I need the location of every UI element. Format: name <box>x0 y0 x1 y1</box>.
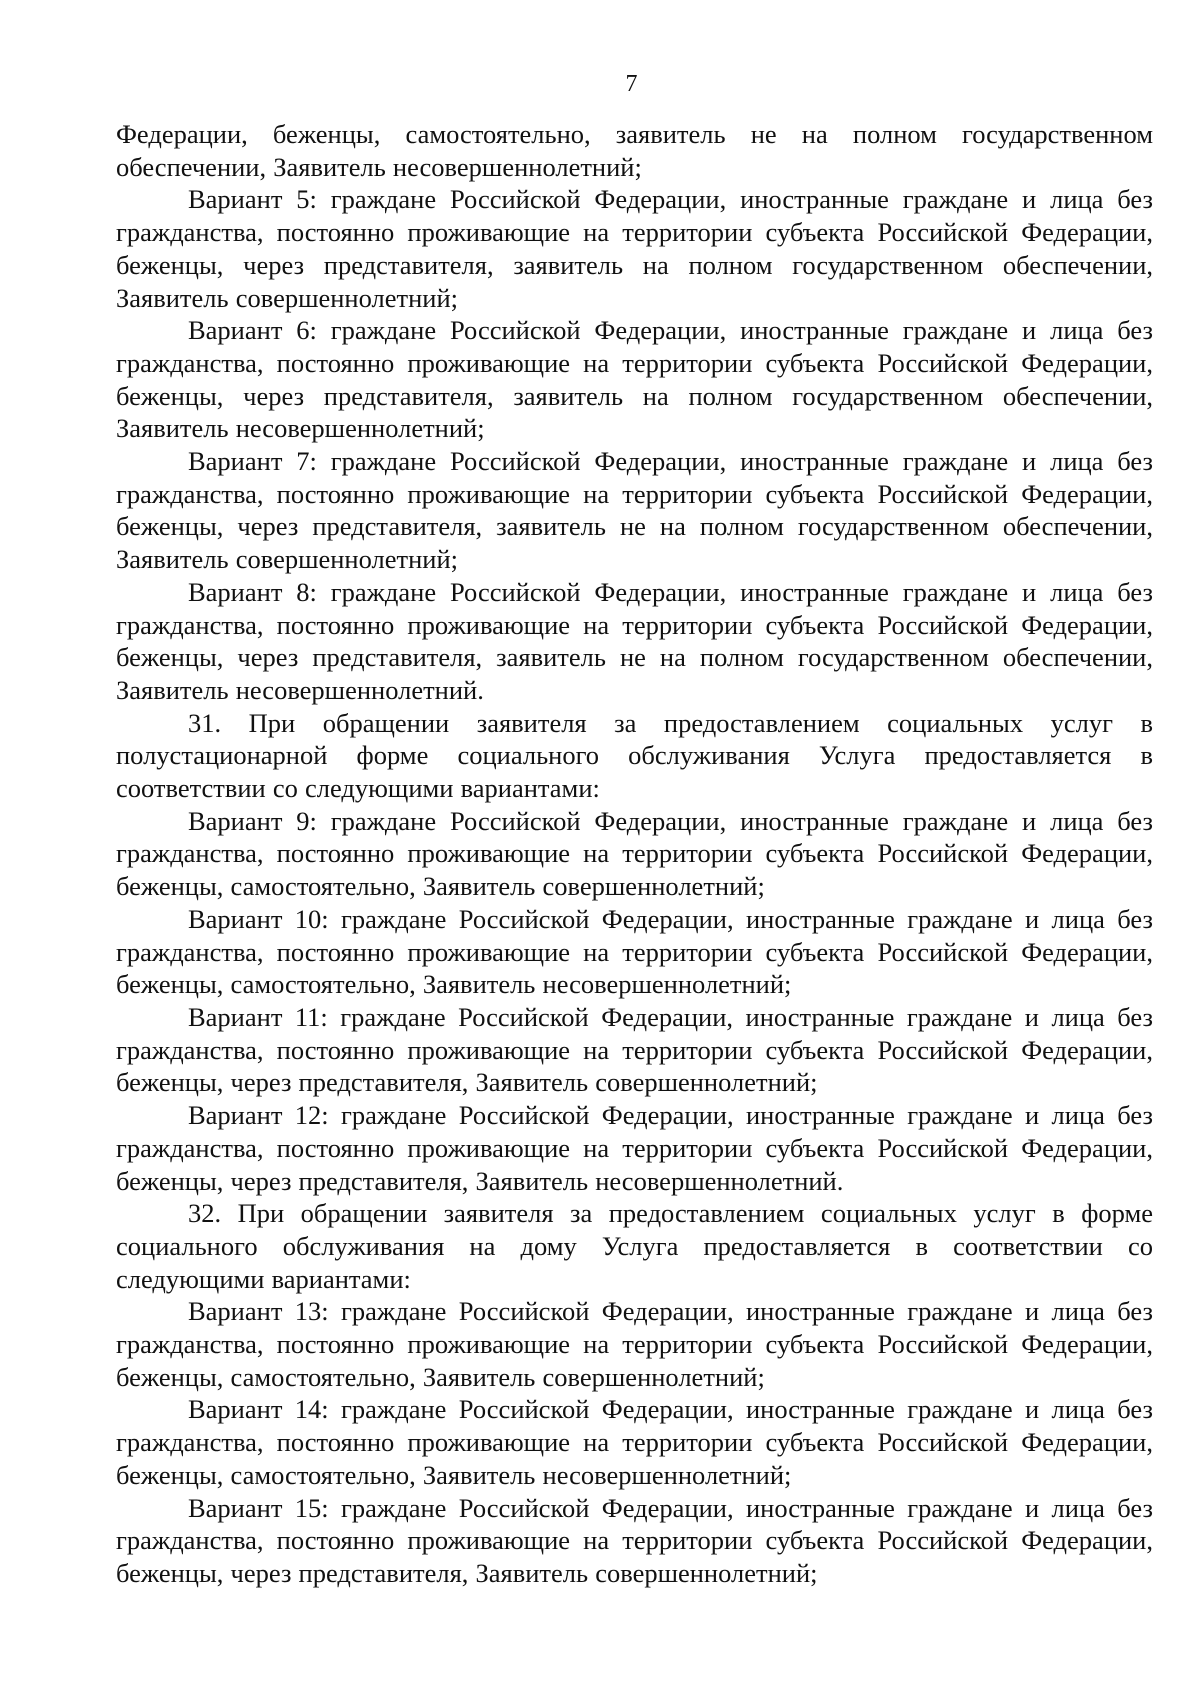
paragraph-variant-13: Вариант 13: граждане Российской Федерации, иностранные граждане и лица без гражданства, постоянно проживающие на территории субъекта Российской Федерации, беженцы, самостоятельно, Заявитель совершеннолетний; <box>116 1296 1153 1392</box>
paragraph-variant-5: Вариант 5: граждане Российской Федерации, иностранные граждане и лица без гражданства, постоянно проживающие на территории субъекта Российской Федерации, беженцы, через представителя, заявитель на полном государственном обеспечении, Заявитель совершеннолетний; <box>116 184 1153 313</box>
paragraph-variant-10: Вариант 10: граждане Российской Федерации, иностранные граждане и лица без гражданства, постоянно проживающие на территории субъекта Российской Федерации, беженцы, самостоятельно, Заявитель несовершеннолетний; <box>116 903 1153 1000</box>
page-number: 7 <box>625 71 638 97</box>
paragraph-variant-14: Вариант 14: граждане Российской Федерации, иностранные граждане и лица без гражданства, постоянно проживающие на территории субъекта Российской Федерации, беженцы, самостоятельно, Заявитель несовершеннолетний; <box>116 1394 1153 1490</box>
paragraph-clause-31: 31. При обращении заявителя за предоставлением социальных услуг в полустационарной форме социального обслуживания Услуга предоставляется в соответствии со следующими вариантами: <box>116 707 1153 804</box>
paragraph-continuation: Федерации, беженцы, самостоятельно, заявитель не на полном государственном обеспечении, Заявитель несовершеннолетний; <box>116 119 1153 182</box>
paragraph-variant-9: Вариант 9: граждане Российской Федерации, иностранные граждане и лица без гражданства, постоянно проживающие на территории субъекта Российской Федерации, беженцы, самостоятельно, Заявитель совершеннолетний; <box>116 805 1153 902</box>
paragraph-clause-32: 32. При обращении заявителя за предоставлением социальных услуг в форме социального обслуживания на дому Услуга предоставляется в соответствии со следующими вариантами: <box>116 1198 1153 1294</box>
paragraph-variant-6: Вариант 6: граждане Российской Федерации, иностранные граждане и лица без гражданства, постоянно проживающие на территории субъекта Российской Федерации, беженцы, через представителя, заявитель на полном государственном обеспечении, Заявитель несовершеннолетний; <box>116 315 1153 444</box>
paragraph-variant-15: Вариант 15: граждане Российской Федерации, иностранные граждане и лица без гражданства, постоянно проживающие на территории субъекта Российской Федерации, беженцы, через представителя, Заявитель совершеннолетний; <box>116 1492 1153 1588</box>
paragraph-variant-12: Вариант 12: граждане Российской Федерации, иностранные граждане и лица без гражданства, постоянно проживающие на территории субъекта Российской Федерации, беженцы, через представителя, Заявитель несовершеннолетний. <box>116 1100 1153 1196</box>
document-body <box>116 118 1153 1590</box>
paragraph-variant-11: Вариант 11: граждане Российской Федерации, иностранные граждане и лица без гражданства, постоянно проживающие на территории субъекта Российской Федерации, беженцы, через представителя, Заявитель совершеннолетний; <box>116 1001 1153 1098</box>
paragraph-variant-7: Вариант 7: граждане Российской Федерации, иностранные граждане и лица без гражданства, постоянно проживающие на территории субъекта Российской Федерации, беженцы, через представителя, заявитель не на полном государственном обеспечении, Заявитель совершеннолетний; <box>116 446 1153 575</box>
paragraph-variant-8: Вариант 8: граждане Российской Федерации, иностранные граждане и лица без гражданства, постоянно проживающие на территории субъекта Российской Федерации, беженцы, через представителя, заявитель не на полном государственном обеспечении, Заявитель несовершеннолетний. <box>116 576 1153 705</box>
